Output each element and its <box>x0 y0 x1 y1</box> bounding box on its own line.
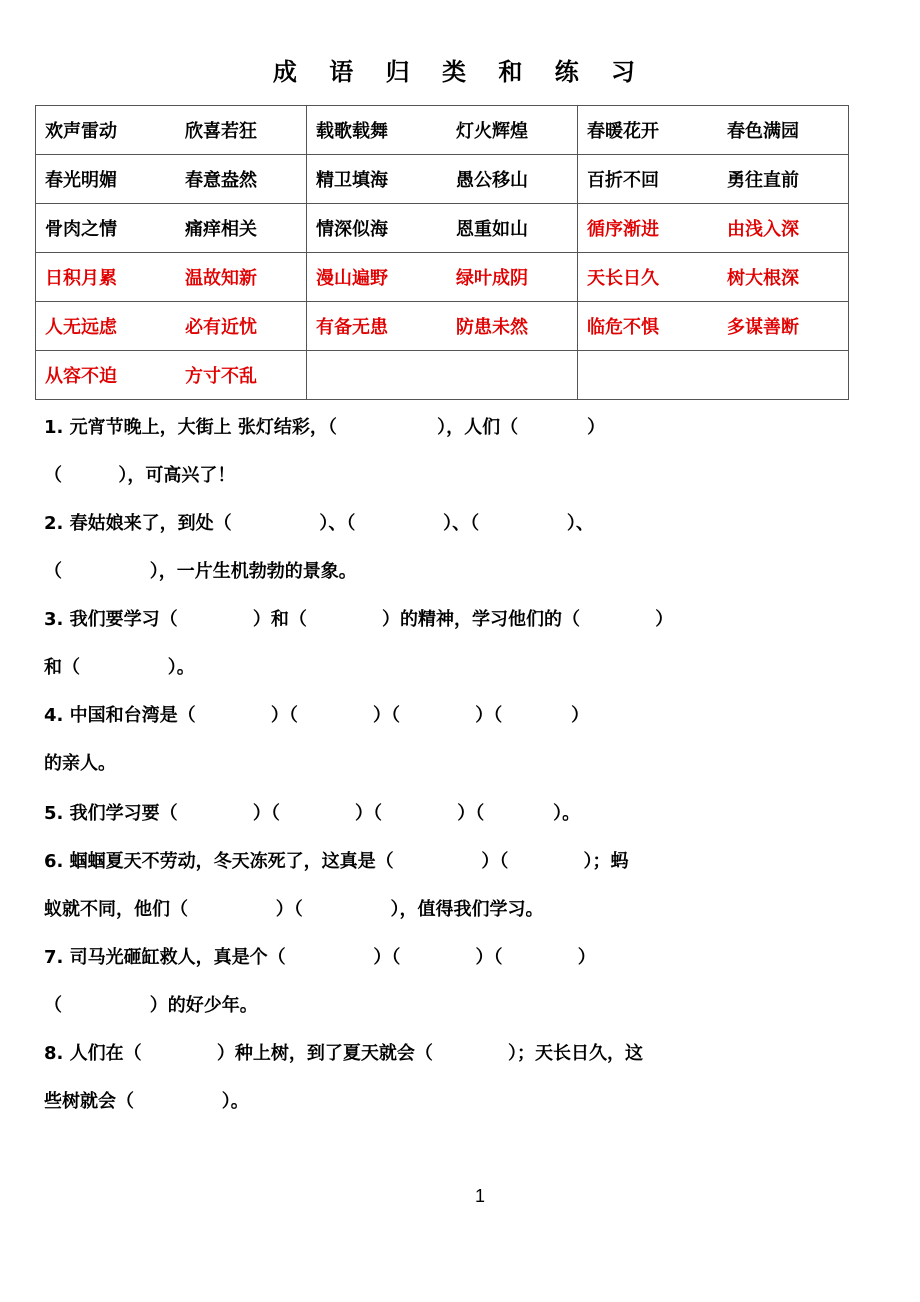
idiom-cell <box>578 106 849 155</box>
idiom-pair <box>307 166 577 192</box>
idiom-pair <box>578 166 848 192</box>
idiom-word: 防患未然 <box>456 317 528 338</box>
idiom-word: 由浅入深 <box>727 219 799 240</box>
idiom-word: 温故知新 <box>185 268 257 289</box>
idiom-cell <box>36 155 307 204</box>
idiom-word: 树大根深 <box>727 268 799 289</box>
idiom-row <box>36 351 849 400</box>
idiom-pair <box>578 117 848 143</box>
question-line: 蚁就不同，他们（ ）（ ），值得我们学习。 <box>44 899 544 920</box>
idiom-pair <box>578 264 848 290</box>
question-line: 和（ ）。 <box>44 657 195 678</box>
idiom-cell <box>578 155 849 204</box>
idiom-word: 必有近忧 <box>185 317 257 338</box>
idiom-word: 春意盎然 <box>185 170 257 191</box>
idiom-word: 春光明媚 <box>45 170 117 191</box>
question-line: 8. 人们在（ ）种上树，到了夏天就会（ ）；天长日久，这 <box>44 1043 644 1064</box>
question-line: （ ），一片生机勃勃的景象。 <box>44 561 357 582</box>
idiom-word: 多谋善断 <box>727 317 799 338</box>
idiom-pair <box>307 117 577 143</box>
idiom-word: 痛痒相关 <box>185 219 257 240</box>
idiom-cell <box>307 253 578 302</box>
idiom-cell <box>36 204 307 253</box>
idiom-cell <box>307 351 578 400</box>
idiom-cell <box>36 106 307 155</box>
question-line: 些树就会（ ）。 <box>44 1091 249 1112</box>
idiom-word: 从容不迫 <box>45 366 117 387</box>
idiom-word: 百折不回 <box>587 170 659 191</box>
idiom-word: 春暖花开 <box>587 121 659 142</box>
idiom-pair <box>36 215 306 241</box>
idiom-word: 情深似海 <box>316 219 388 240</box>
page-title: 成 语 归 类 和 练 习 <box>272 58 648 86</box>
idiom-word: 天长日久 <box>587 268 659 289</box>
idiom-pair <box>36 166 306 192</box>
idiom-pair <box>36 117 306 143</box>
question-line: 6. 蝈蝈夏天不劳动，冬天冻死了，这真是（ ）（ ）；蚂 <box>44 851 629 872</box>
question-line: 4. 中国和台湾是（ ）（ ）（ ）（ ） <box>44 705 590 726</box>
idiom-word: 勇往直前 <box>727 170 799 191</box>
idiom-row <box>36 302 849 351</box>
idiom-cell <box>307 204 578 253</box>
question-line: 7. 司马光砸缸救人，真是个（ ）（ ）（ ） <box>44 947 596 968</box>
idiom-row <box>36 106 849 155</box>
idiom-pair <box>307 313 577 339</box>
idiom-pair <box>307 264 577 290</box>
idiom-cell <box>307 106 578 155</box>
question-line: （ ）的好少年。 <box>44 995 258 1016</box>
idiom-word: 漫山遍野 <box>316 268 388 289</box>
idiom-row <box>36 204 849 253</box>
idiom-row <box>36 253 849 302</box>
idiom-pair <box>36 362 306 388</box>
idiom-pair <box>36 264 306 290</box>
idiom-word: 恩重如山 <box>456 219 528 240</box>
idiom-word: 骨肉之情 <box>45 219 117 240</box>
idiom-word: 精卫填海 <box>316 170 388 191</box>
idiom-word: 方寸不乱 <box>185 366 257 387</box>
question-line: 5. 我们学习要（ ）（ ）（ ）（ ）。 <box>44 803 581 824</box>
question-line: 的亲人。 <box>44 753 116 774</box>
idiom-word: 有备无患 <box>316 317 388 338</box>
idiom-row <box>36 155 849 204</box>
idiom-pair <box>578 313 848 339</box>
idiom-word: 载歌载舞 <box>316 121 388 142</box>
idiom-word: 日积月累 <box>45 268 117 289</box>
idiom-pair <box>307 215 577 241</box>
idiom-cell <box>578 204 849 253</box>
idiom-cell <box>578 351 849 400</box>
idiom-pair <box>578 215 848 241</box>
idiom-word: 人无远虑 <box>45 317 117 338</box>
question-line: 3. 我们要学习（ ）和（ ）的精神，学习他们的（ ） <box>44 609 674 630</box>
idiom-word: 欣喜若狂 <box>185 121 257 142</box>
question-line: 1. 元宵节晚上，大街上 张灯结彩，（ ），人们（ ） <box>44 417 606 438</box>
page-number: 1 <box>474 1186 485 1206</box>
idiom-word: 春色满园 <box>727 121 799 142</box>
idiom-cell <box>578 302 849 351</box>
idiom-cell <box>36 253 307 302</box>
idiom-word: 灯火辉煌 <box>456 121 528 142</box>
idiom-word: 循序渐进 <box>587 219 659 240</box>
idiom-cell <box>307 155 578 204</box>
question-line: （ ），可高兴了！ <box>44 465 236 486</box>
question-line: 2. 春姑娘来了，到处（ ）、（ ）、（ ）、 <box>44 513 594 534</box>
idiom-cell <box>36 302 307 351</box>
idiom-pair <box>36 313 306 339</box>
idiom-cell <box>578 253 849 302</box>
idiom-word: 临危不惧 <box>587 317 659 338</box>
idiom-word: 绿叶成阴 <box>456 268 528 289</box>
idiom-table <box>35 105 849 400</box>
idiom-word: 愚公移山 <box>456 170 528 191</box>
idiom-cell <box>36 351 307 400</box>
idiom-word: 欢声雷动 <box>45 121 117 142</box>
idiom-cell <box>307 302 578 351</box>
